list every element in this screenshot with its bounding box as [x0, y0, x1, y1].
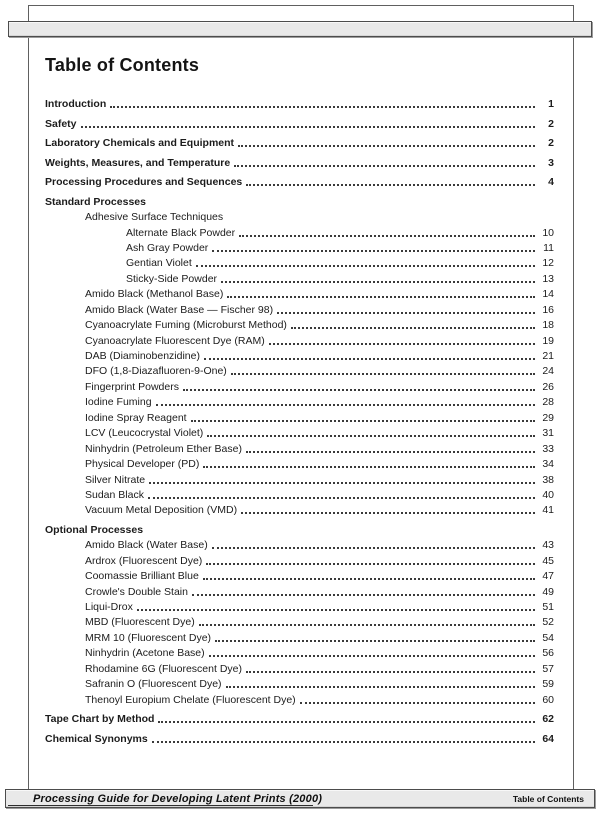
- toc-page-number: 45: [542, 554, 554, 567]
- toc-leader-dots: [158, 721, 535, 723]
- toc-entry-label: Ardrox (Fluorescent Dye): [85, 554, 203, 567]
- toc-row: [45, 487, 554, 502]
- toc-page-number: 31: [542, 427, 554, 440]
- toc-leader-dots: [239, 235, 535, 237]
- toc-page-number: 2: [548, 117, 554, 130]
- toc-leader-dots: [221, 281, 535, 283]
- toc-row: [45, 425, 554, 440]
- toc-entry-label: Ninhydrin (Acetone Base): [85, 647, 205, 660]
- toc-leader-dots: [196, 265, 535, 267]
- toc-row: [45, 599, 554, 614]
- toc-row: [45, 224, 554, 239]
- toc-entry-label: Tape Chart by Method: [45, 713, 155, 726]
- toc-leader-dots: [206, 563, 535, 565]
- toc-leader-dots: [137, 609, 535, 611]
- toc-entry-label: Safety: [45, 117, 77, 130]
- toc-page-number: 52: [542, 616, 554, 629]
- toc-entry-label: Sticky-Side Powder: [126, 272, 218, 285]
- toc-leader-dots: [241, 512, 535, 514]
- toc-page-number: 11: [543, 241, 554, 254]
- toc-page-number: 59: [542, 678, 554, 691]
- toc-row: [45, 394, 554, 409]
- toc-leader-dots: [148, 497, 535, 499]
- toc-leader-dots: [215, 640, 535, 642]
- toc-row: [45, 286, 554, 301]
- toc-leader-dots: [238, 145, 535, 147]
- toc-page-number: 4: [548, 176, 554, 189]
- toc-row: [45, 317, 554, 332]
- toc-leader-dots: [277, 312, 535, 314]
- toc-leader-dots: [199, 624, 535, 626]
- toc-row: [45, 270, 554, 285]
- toc-entry-label: Ash Gray Powder: [126, 241, 209, 254]
- toc-leader-dots: [156, 404, 535, 406]
- toc-page-number: 29: [542, 411, 554, 424]
- toc-entry-label: Crowle's Double Stain: [85, 585, 188, 598]
- footer-bar: [5, 789, 595, 808]
- toc-row: [45, 629, 554, 644]
- toc-entry-label: Alternate Black Powder: [126, 226, 236, 239]
- toc-row: [45, 660, 554, 675]
- toc-page-number: 14: [542, 288, 554, 301]
- toc-row: [45, 409, 554, 424]
- toc-leader-dots: [192, 594, 535, 596]
- toc-entry-label: Safranin O (Fluorescent Dye): [85, 678, 222, 691]
- toc-leader-dots: [246, 451, 535, 453]
- toc-row: [45, 456, 554, 471]
- toc-entry-label: Sudan Black: [85, 488, 144, 501]
- toc-page-number: 51: [542, 601, 554, 613]
- toc-entry-label: Vacuum Metal Deposition (VMD): [85, 504, 238, 517]
- toc-page-number: 47: [542, 570, 554, 583]
- toc-entry-label: Liqui-Drox: [85, 601, 133, 613]
- toc-entry-label: MRM 10 (Fluorescent Dye): [85, 631, 212, 644]
- toc-page-number: 19: [542, 334, 554, 347]
- toc-page-number: 40: [542, 488, 554, 501]
- toc-page-number: 16: [542, 303, 554, 316]
- toc-entry-label: DAB (Diaminobenzidine): [85, 350, 200, 362]
- toc-entry-label: Iodine Fuming: [85, 396, 152, 409]
- toc-row: [45, 552, 554, 567]
- toc-entry-label: Thenoyl Europium Chelate (Fluorescent Dye): [85, 693, 296, 706]
- toc-row: [45, 255, 554, 270]
- page-title: Table of Contents: [45, 55, 200, 75]
- toc-entry-label: Optional Processes: [45, 523, 144, 536]
- toc-leader-dots: [81, 126, 535, 128]
- toc-page-number: 62: [542, 713, 554, 726]
- toc-page-number: 3: [548, 156, 554, 169]
- toc-row: [45, 209, 554, 224]
- toc-page-number: 57: [542, 662, 554, 675]
- toc-page-number: 54: [542, 631, 554, 644]
- toc-row: [45, 711, 554, 726]
- toc-entry-label: Processing Procedures and Sequences: [45, 176, 243, 189]
- toc-entry-label: Fingerprint Powders: [85, 380, 179, 393]
- toc-page-number: 21: [542, 350, 554, 362]
- toc-leader-dots: [203, 578, 535, 580]
- toc-row: [45, 154, 554, 169]
- toc-entry-label: Amido Black (Water Base — Fischer 98): [85, 303, 274, 316]
- toc-page-number: 2: [548, 137, 554, 150]
- toc-entry-label: Cyanoacrylate Fuming (Microburst Method): [85, 319, 287, 332]
- toc-page-number: 56: [542, 647, 554, 660]
- toc-row: [45, 193, 554, 208]
- toc-page-number: 26: [542, 380, 554, 393]
- toc-row: [45, 537, 554, 552]
- toc-leader-dots: [231, 373, 535, 375]
- toc-leader-dots: [291, 327, 535, 329]
- toc-leader-dots: [212, 547, 535, 549]
- toc-page-number: 28: [542, 396, 554, 409]
- toc-entry-label: Silver Nitrate: [85, 473, 146, 486]
- toc-page-number: 43: [542, 539, 554, 552]
- toc-leader-dots: [246, 184, 535, 186]
- footer-section-label: Table of Contents: [512, 793, 584, 804]
- toc-entry-label: Cyanoacrylate Fluorescent Dye (RAM): [85, 334, 265, 347]
- toc-page-number: 33: [542, 442, 554, 455]
- toc-entry-label: Physical Developer (PD): [85, 458, 200, 471]
- toc-row: [45, 583, 554, 598]
- toc-leader-dots: [227, 296, 535, 298]
- toc-page-number: 1: [548, 98, 554, 111]
- toc-page-number: 41: [542, 504, 554, 517]
- toc-row: [45, 96, 554, 111]
- toc-leader-dots: [110, 106, 535, 108]
- toc-page-number: 64: [542, 732, 554, 745]
- toc-row: [45, 115, 554, 130]
- toc-leader-dots: [226, 686, 535, 688]
- toc-entry-label: Ninhydrin (Petroleum Ether Base): [85, 442, 242, 455]
- toc-entry-label: Chemical Synonyms: [45, 732, 148, 745]
- toc-row: [45, 301, 554, 316]
- toc-row: [45, 568, 554, 583]
- toc-page-number: 24: [542, 365, 554, 378]
- toc-leader-dots: [183, 389, 535, 391]
- toc-page-number: 60: [542, 693, 554, 706]
- toc-row: [45, 471, 554, 486]
- toc-page-number: 13: [542, 272, 554, 285]
- toc-leader-dots: [207, 435, 535, 437]
- toc-leader-dots: [300, 702, 535, 704]
- toc-entry-label: Amido Black (Water Base): [85, 539, 208, 552]
- toc-row: [45, 332, 554, 347]
- toc-leader-dots: [212, 250, 535, 252]
- toc-row: [45, 730, 554, 745]
- toc-leader-dots: [203, 466, 535, 468]
- toc-leader-dots: [246, 671, 535, 673]
- footer-document-title: Processing Guide for Developing Latent Prints (2000): [33, 792, 323, 805]
- toc-row: [45, 521, 554, 536]
- document-page: [28, 5, 574, 801]
- toc-leader-dots: [149, 482, 535, 484]
- toc-row: [45, 645, 554, 660]
- toc-row: [45, 240, 554, 255]
- toc-entry-label: Amido Black (Methanol Base): [85, 288, 224, 301]
- toc-entry-label: Iodine Spray Reagent: [85, 411, 187, 424]
- toc-page-number: 49: [542, 585, 554, 598]
- toc-entry-label: Weights, Measures, and Temperature: [45, 156, 231, 169]
- toc-entry-label: LCV (Leucocrystal Violet): [85, 427, 204, 440]
- toc-row: [45, 348, 554, 363]
- binder-strip-top: [8, 21, 592, 37]
- toc-entry-label: Adhesive Surface Techniques: [85, 211, 224, 224]
- toc-page-number: 12: [542, 257, 554, 270]
- toc-row: [45, 691, 554, 706]
- toc-entry-label: MBD (Fluorescent Dye): [85, 616, 195, 629]
- toc-entry-label: DFO (1,8-Diazafluoren-9-One): [85, 365, 227, 378]
- toc-row: [45, 614, 554, 629]
- toc-row: [45, 440, 554, 455]
- toc-leader-dots: [209, 655, 535, 657]
- toc-entry-label: Laboratory Chemicals and Equipment: [45, 137, 235, 150]
- toc-entry-label: Introduction: [45, 98, 107, 111]
- toc-row: [45, 174, 554, 189]
- toc-row: [45, 676, 554, 691]
- toc-page-number: 18: [542, 319, 554, 332]
- toc-leader-dots: [234, 165, 535, 167]
- toc-entry-label: Coomassie Brilliant Blue: [85, 570, 199, 583]
- toc-row: [45, 363, 554, 378]
- toc-page-number: 34: [542, 458, 554, 471]
- toc-leader-dots: [269, 343, 535, 345]
- toc-entry-label: Rhodamine 6G (Fluorescent Dye): [85, 662, 242, 675]
- toc-row: [45, 135, 554, 150]
- toc-page-number: 10: [542, 226, 554, 239]
- toc-entry-label: Gentian Violet: [126, 257, 192, 270]
- toc-row: [45, 378, 554, 393]
- toc-entry-label: Standard Processes: [45, 195, 146, 208]
- toc-page-number: 38: [542, 473, 554, 486]
- footer-underline: [8, 805, 313, 806]
- toc-leader-dots: [152, 741, 535, 743]
- toc-row: [45, 502, 554, 517]
- toc-leader-dots: [204, 358, 535, 360]
- toc-leader-dots: [191, 420, 535, 422]
- table-of-contents-list: [45, 92, 554, 746]
